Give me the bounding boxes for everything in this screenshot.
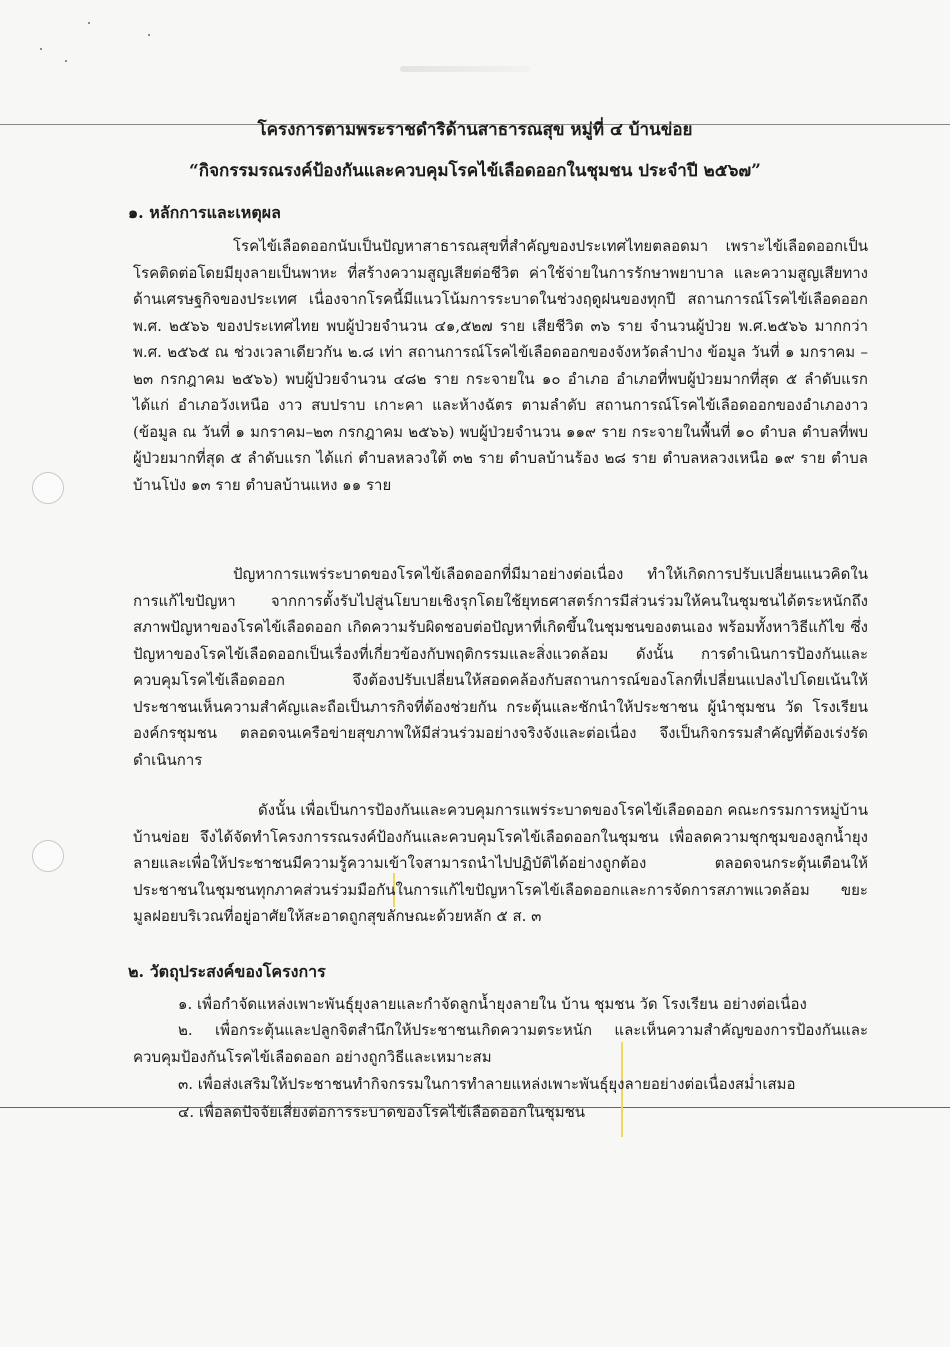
scan-speck <box>148 34 150 36</box>
section-heading-objectives: ๒. วัตถุประสงค์ของโครงการ <box>128 962 326 981</box>
scan-speck <box>88 22 90 24</box>
paragraph-rationale: ดังนั้น เพื่อเป็นการป้องกันและควบคุมการแพร่ระบาดของโรคไข้เลือดออก คณะกรรมการหมู่บ้าน บ้านข่อย จึงได้จัดทำโครงการรณรงค์ป้องกันและควบคุมโรคไข้เลือดออกในชุมชน เพื่อลดความชุกชุมของลูกน้ำยุงลายและเพื่อให้ประชาชนมีความรู้ความเข้าใจสามารถนำไปปฏิบัติได้อย่างถูกต้อง ตลอดจนกระตุ้นเตือนให้ประชาชนในชุมชนทุกภาคส่วนร่วมมือกันในการแก้ไขปัญหาโรคไข้เลือดออกและการจัดการสภาพแวดล้อม ขยะมูลฝอยบริเวณที่อยู่อาศัยให้สะอาดถูกสุขลักษณะด้วยหลัก ๕ ส. ๓ <box>133 801 868 925</box>
objective-item: ๒. เพื่อกระตุ้นและปลูกจิตสำนึกให้ประชาชนเกิดความตระหนัก และเห็นความสำคัญของการป้องกันและควบคุมป้องกันโรคไข้เลือดออก อย่างถูกวิธีและเหมาะสม <box>133 1021 868 1066</box>
paragraph-problem: ปัญหาการแพร่ระบาดของโรคไข้เลือดออกที่มีมาอย่างต่อเนื่อง ทำให้เกิดการปรับเปลี่ยนแนวคิดในการแก้ไขปัญหา จากการตั้งรับไปสู่นโยบายเชิงรุกโดยใช้ยุทธศาสตร์การมีส่วนร่วมให้คนในชุมชนได้ตระหนักถึงสภาพปัญหาของโรคไข้เลือดออก เกิดความรับผิดชอบต่อปัญหาที่เกิดขึ้นในชุมชนของตนเอง พร้อมทั้งหาวิธีแก้ไข ซึ่งปัญหาของโรคไข้เลือดออกเป็นเรื่องที่เกี่ยวข้องกับพฤติกรรมและสิ่งแวดล้อม ดังนั้น การดำเนินการป้องกันและควบคุมโรคไข้เลือดออก จึงต้องปรับเปลี่ยนให้สอดคล้องกับสถานการณ์ของโลกที่เปลี่ยนแปลงไปโดยเน้นให้ประชาชนเห็นความสำคัญและถือเป็นภารกิจที่ต้องช่วยกัน กระตุ้นและชักนำให้ประชาชน ผู้นำชุมชน วัด โรงเรียน องค์กรชุมชน ตลอดจนเครือข่ายสุขภาพให้มีส่วนร่วมอย่างจริงจังและต่อเนื่อง จึงเป็นกิจกรรมสำคัญที่ต้องเร่งรัดดำเนินการ <box>133 565 868 769</box>
objective-item: ๔. เพื่อลดปัจจัยเสี่ยงต่อการระบาดของโรคไข้เลือดออกในชุมชน <box>178 1103 586 1121</box>
punch-hole <box>32 840 64 872</box>
document-subtitle: “กิจกรรมรณรงค์ป้องกันและควบคุมโรคไข้เลือดออกในชุมชน ประจำปี ๒๕๖๗” <box>189 161 761 181</box>
scan-speck <box>40 48 42 50</box>
objective-item: ๓. เพื่อส่งเสริมให้ประชาชนทำกิจกรรมในการทำลายแหล่งเพาะพันธุ์ยุงลายอย่างต่อเนื่องสม่ำเสมอ <box>178 1075 796 1093</box>
document-title: โครงการตามพระราชดำริด้านสาธารณสุข หมู่ที่ ๔ บ้านข่อย <box>257 120 693 140</box>
punch-hole <box>32 472 64 504</box>
scan-speck <box>65 60 67 62</box>
objective-item: ๑. เพื่อกำจัดแหล่งเพาะพันธุ์ยุงลายและกำจัดลูกน้ำยุงลายใน บ้าน ชุมชน วัด โรงเรียน อย่างต่อเนื่อง <box>178 995 807 1013</box>
section-heading-principles: ๑. หลักการและเหตุผล <box>128 203 281 222</box>
paragraph-situation: โรคไข้เลือดออกนับเป็นปัญหาสาธารณสุขที่สำคัญของประเทศไทยตลอดมา เพราะไข้เลือดออกเป็นโรคติดต่อโดยมียุงลายเป็นพาหะ ที่สร้างความสูญเสียต่อชีวิต ค่าใช้จ่ายในการรักษาพยาบาล และความสูญเสียทางด้านเศรษฐกิจของประเทศ เนื่องจากโรคนี้มีแนวโน้มการระบาดในช่วงฤดูฝนของทุกปี สถานการณ์โรคไข้เลือดออก พ.ศ. ๒๕๖๖ ของประเทศไทย พบผู้ป่วยจำนวน ๔๑,๕๒๗ ราย เสียชีวิต ๓๖ ราย จำนวนผู้ป่วย พ.ศ.๒๕๖๖ มากกว่า พ.ศ. ๒๕๖๕ ณ ช่วงเวลาเดียวกัน ๒.๘ เท่า สถานการณ์โรคไข้เลือดออกของจังหวัดลำปาง ข้อมูล วันที่ ๑ มกราคม – ๒๓ กรกฎาคม ๒๕๖๖) พบผู้ป่วยจำนวน ๔๘๒ ราย กระจายใน ๑๐ อำเภอ อำเภอที่พบผู้ป่วยมากที่สุด ๕ ลำดับแรก ได้แก่ อำเภอวังเหนือ งาว สบปราบ เกาะคา และห้างฉัตร ตามลำดับ สถานการณ์โรคไข้เลือดออกของอำเภองาว (ข้อมูล ณ วันที่ ๑ มกราคม–๒๓ กรกฎาคม ๒๕๖๖) พบผู้ป่วยจำนวน ๑๑๙ ราย กระจายในพื้นที่ ๑๐ ตำบล ตำบลที่พบผู้ป่วยมากที่สุด ๕ ลำดับแรก ได้แก่ ตำบลหลวงใต้ ๓๒ ราย ตำบลบ้านร้อง ๒๘ ราย ตำบลหลวงเหนือ ๑๙ ราย ตำบลบ้านโป่ง ๑๓ ราย ตำบลบ้านแหง ๑๑ ราย <box>133 237 868 494</box>
scan-smudge <box>400 66 530 72</box>
